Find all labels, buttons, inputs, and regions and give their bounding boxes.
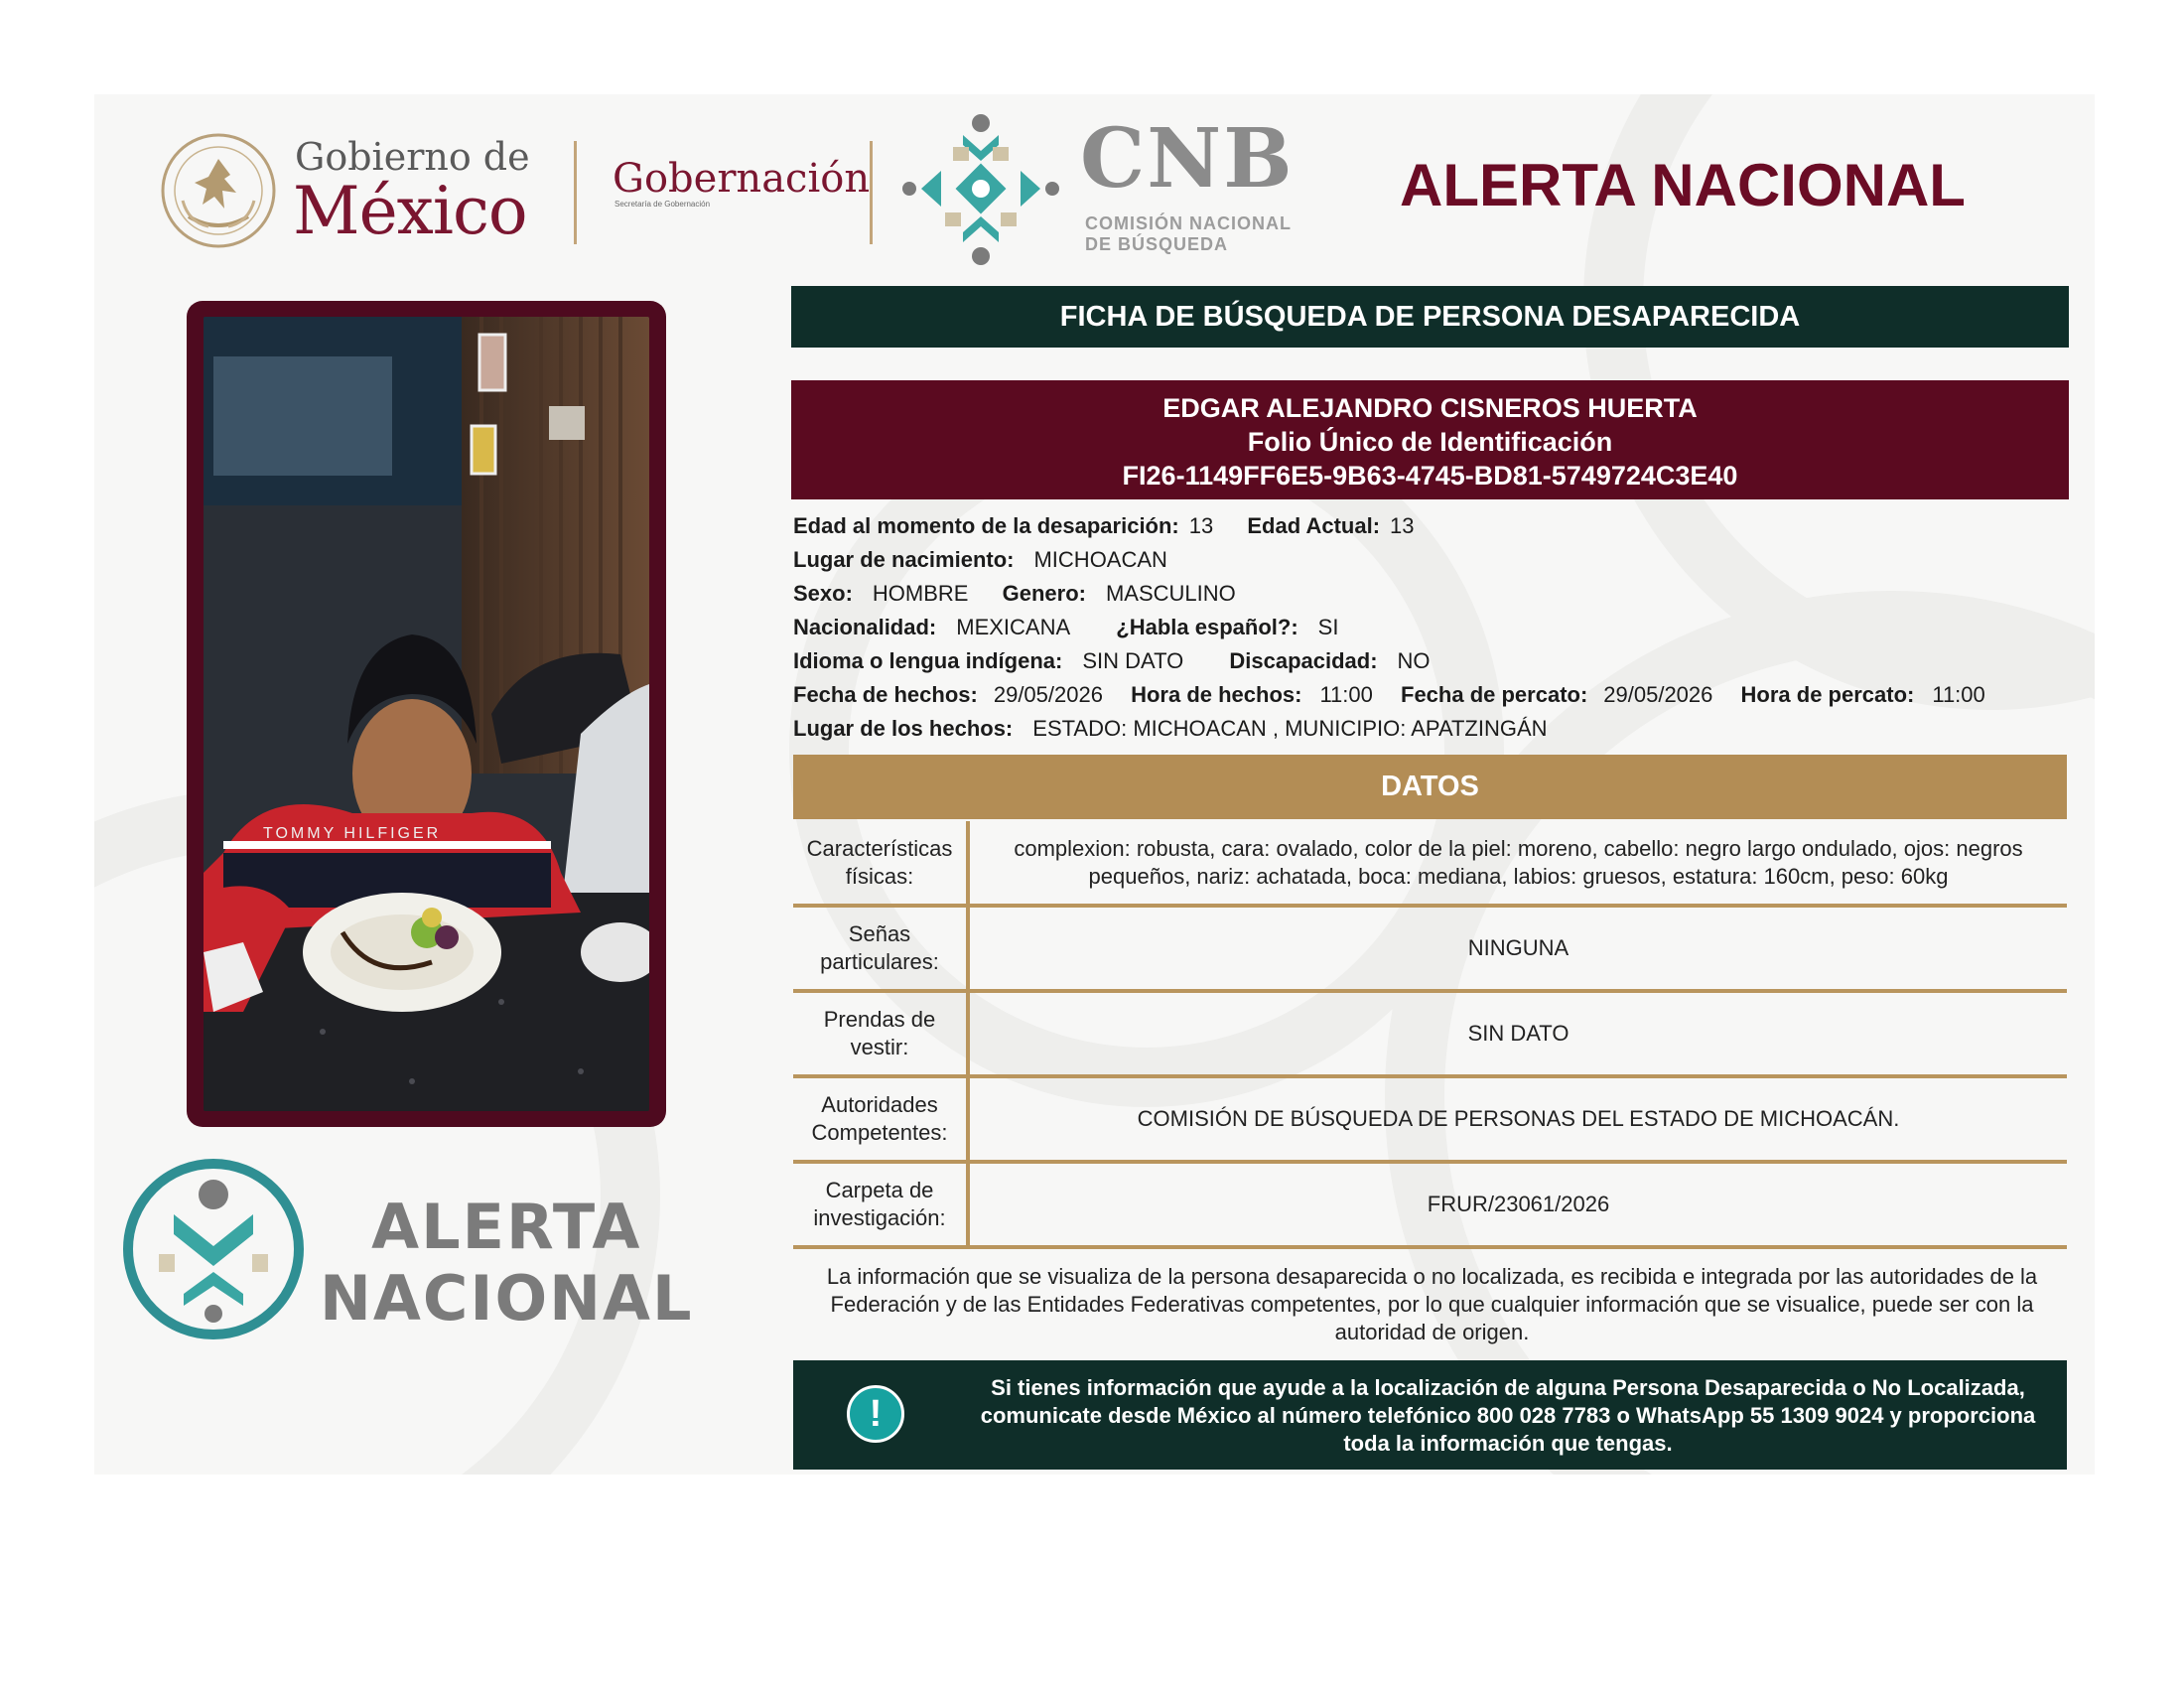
contact-text: Si tienes información que ayude a la localización de alguna Persona Desaparecida o No Localizada, comunicate desde México al número telefónico 800 028 7783 o WhatsApp 55 1309 9024 y proporciona toda la información que tengas. (980, 1375, 2036, 1456)
edad-actual-label: Edad Actual: (1247, 513, 1381, 538)
info-row-nacimiento (793, 547, 1195, 573)
edad-desaparicion-value: 13 (1188, 513, 1214, 538)
alerta-nacional-title: ALERTA NACIONAL (1400, 152, 1966, 218)
alerta-nacional-logo-icon (119, 1155, 308, 1343)
info-row-nacionalidad (793, 615, 1366, 640)
datos-title: DATOS (1381, 771, 1479, 802)
logo-line-alerta: ALERTA (371, 1191, 642, 1263)
gobernacion-logo: Gobernación (613, 156, 871, 202)
table-row (793, 821, 2067, 906)
table-row (793, 1162, 2067, 1247)
carpeta-label: Carpeta de investigación: (793, 1162, 968, 1247)
person-name: EDGAR ALEJANDRO CISNEROS HUERTA (1162, 393, 1698, 423)
lugar-nacimiento-value: MICHOACAN (1033, 547, 1167, 572)
datos-table (793, 821, 2067, 1249)
exclamation-icon: ! (847, 1385, 904, 1443)
habla-espanol-value: SI (1317, 615, 1339, 639)
hora-percato-value: 11:00 (1932, 682, 1985, 707)
table-row (793, 906, 2067, 991)
sexo-label: Sexo: (793, 581, 853, 606)
info-row-lugar-hechos (793, 716, 1575, 742)
lugar-nacimiento-label: Lugar de nacimiento: (793, 547, 1015, 572)
hora-hechos-value: 11:00 (1319, 682, 1373, 707)
autoridades-label: Autoridades Competentes: (793, 1076, 968, 1162)
contact-bar (793, 1360, 2067, 1470)
ficha-title: FICHA DE BÚSQUEDA DE PERSONA DESAPARECIDA (1059, 300, 1801, 333)
sexo-value: HOMBRE (872, 581, 969, 606)
cnb-subtitle-line1: COMISIÓN NACIONAL (1085, 213, 1292, 233)
senas-label: Señas particulares: (793, 906, 968, 991)
lugar-hechos-value: ESTADO: MICHOACAN , MUNICIPIO: APATZINGÁN (1032, 716, 1548, 741)
idioma-value: SIN DATO (1082, 648, 1184, 673)
info-row-edad (793, 513, 1442, 539)
fecha-hechos-label: Fecha de hechos: (793, 682, 978, 707)
nacionalidad-label: Nacionalidad: (793, 615, 937, 639)
folio-label: Folio Único de Identificación (1247, 427, 1613, 457)
logo-line-nacional: NACIONAL (320, 1262, 694, 1335)
info-row-sexo (793, 581, 1264, 607)
gobierno-mexico-logo (159, 129, 556, 258)
hora-percato-label: Hora de percato: (1740, 682, 1915, 707)
discapacidad-value: NO (1397, 648, 1431, 673)
photo-frame (187, 301, 666, 1127)
ficha-title-bar (791, 286, 2069, 348)
edad-actual-value: 13 (1390, 513, 1415, 538)
fecha-hechos-value: 29/05/2026 (993, 682, 1103, 707)
autoridades-value: COMISIÓN DE BÚSQUEDA DE PERSONAS DEL ESTADO DE MICHOACÁN. (968, 1076, 2067, 1162)
info-row-idioma (793, 648, 1458, 674)
caracteristicas-label: Características físicas: (793, 821, 968, 906)
idioma-label: Idioma o lengua indígena: (793, 648, 1063, 673)
genero-label: Genero: (1002, 581, 1086, 606)
folio-number: FI26-1149FF6E5-9B63-4745-BD81-5749724C3E40 (1122, 461, 1738, 491)
person-identity-box (791, 380, 2069, 499)
disclaimer-text: La información que se visualiza de la persona desaparecida o no localizada, es recibida e integrada por las autoridades de la Federación y de las Entidades Federativas competentes, por lo que cualquier información que se visualice, puede ser con la autoridad de origen. (826, 1264, 2038, 1344)
table-row (793, 1076, 2067, 1162)
divider (870, 141, 873, 244)
habla-espanol-label: ¿Habla español?: (1116, 615, 1298, 639)
cnb-text: CNB (1080, 111, 1295, 207)
gobernacion-subtitle: Secretaría de Gobernación (614, 200, 711, 209)
info-row-fechas (793, 682, 2013, 708)
lugar-hechos-label: Lugar de los hechos: (793, 716, 1014, 741)
cnb-subtitle (1085, 213, 1292, 255)
discapacidad-label: Discapacidad: (1229, 648, 1378, 673)
svg-text:TOMMY HILFIGER: TOMMY HILFIGER (263, 825, 442, 842)
prendas-label: Prendas de vestir: (793, 991, 968, 1076)
table-row (793, 991, 2067, 1076)
gobierno-de-text: Gobierno de (295, 135, 530, 179)
caracteristicas-value: complexion: robusta, cara: ovalado, color de la piel: moreno, cabello: negro largo ondulado, ojos: negros pequeños, nariz: achatada, boca: mediana, labios: gruesos, estatura: 160cm, peso: 60kg (968, 821, 2067, 906)
missing-person-photo (204, 317, 649, 1111)
national-seal-icon (159, 131, 278, 250)
carpeta-value: FRUR/23061/2026 (968, 1162, 2067, 1247)
cnb-subtitle-line2: DE BÚSQUEDA (1085, 234, 1229, 254)
fecha-percato-value: 29/05/2026 (1603, 682, 1713, 707)
prendas-value: SIN DATO (968, 991, 2067, 1076)
divider (574, 141, 577, 244)
senas-value: NINGUNA (968, 906, 2067, 991)
genero-value: MASCULINO (1105, 581, 1236, 606)
cnb-logo-icon (901, 109, 1060, 268)
edad-desaparicion-label: Edad al momento de la desaparición: (793, 513, 1179, 538)
nacionalidad-value: MEXICANA (956, 615, 1071, 639)
mexico-text: México (293, 173, 527, 249)
fecha-percato-label: Fecha de percato: (1401, 682, 1588, 707)
hora-hechos-label: Hora de hechos: (1131, 682, 1302, 707)
datos-title-bar (793, 755, 2067, 819)
alerta-nacional-logo-text (320, 1192, 694, 1335)
